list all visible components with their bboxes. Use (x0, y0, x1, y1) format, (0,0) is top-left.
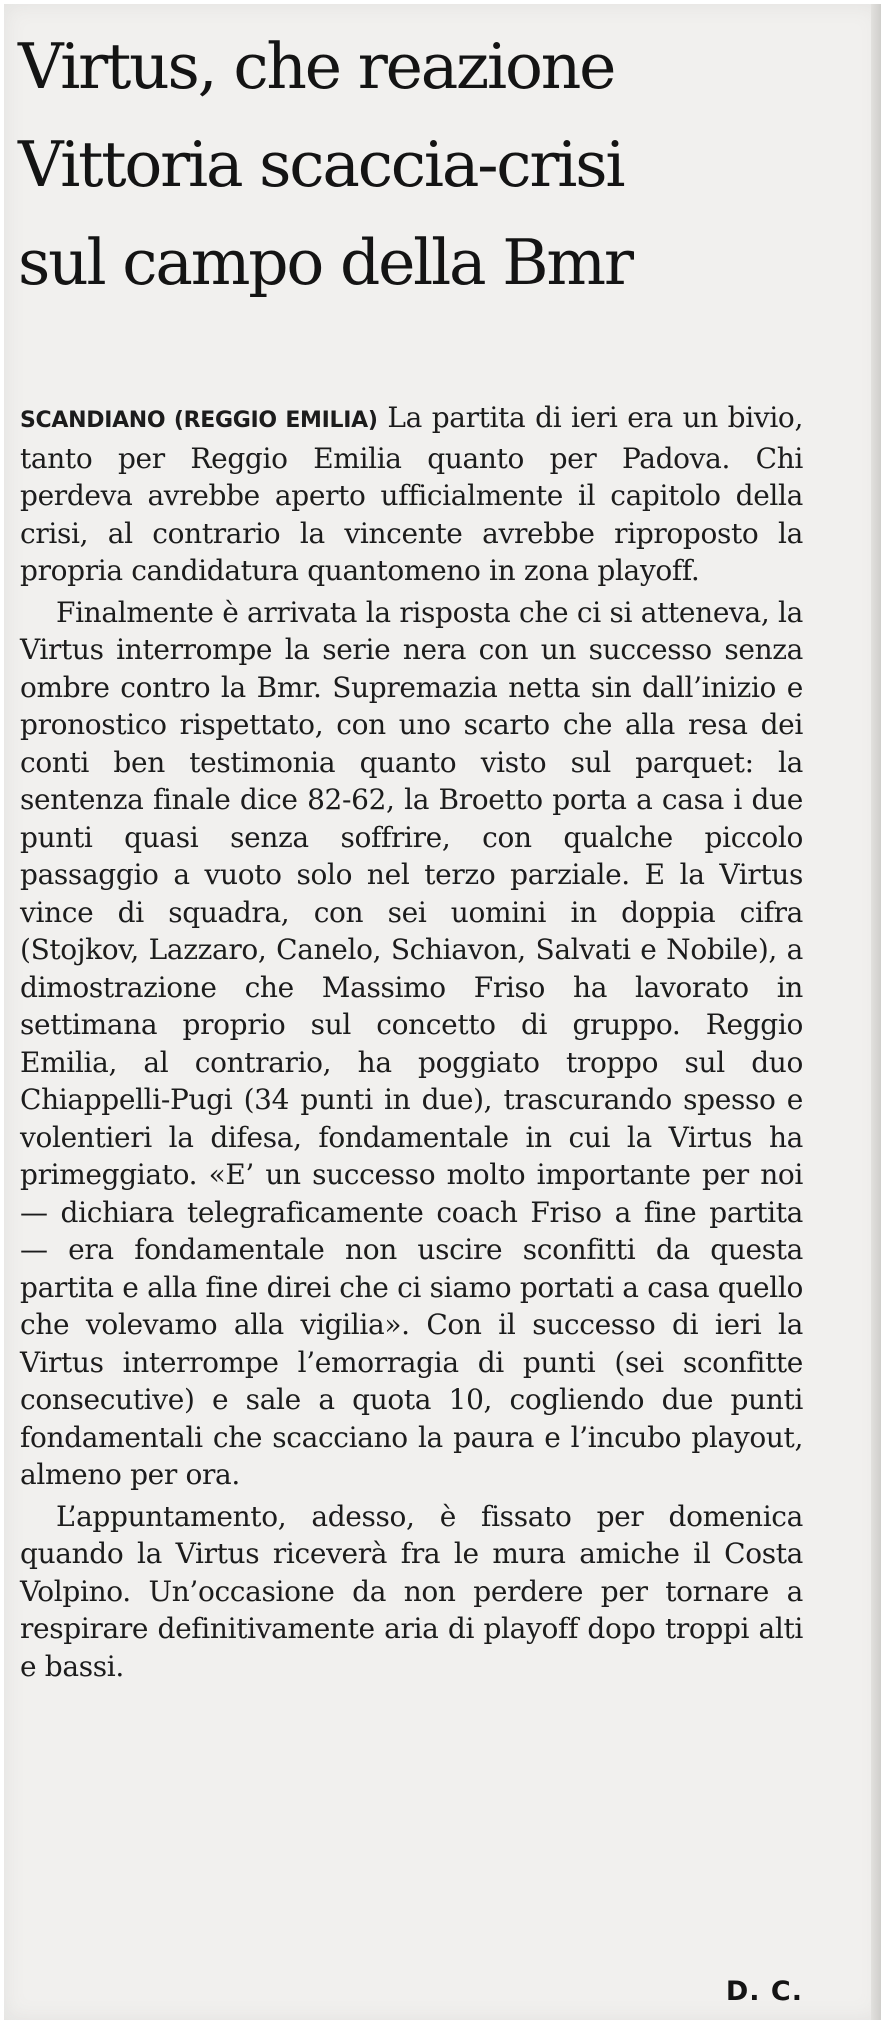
paragraph-3: L’appuntamento, adesso, è fissato per domenica quando la Virtus riceverà fra le mura amiche il Costa Volpino. Un’occasione da non perdere per tornare a respirare definitivamente aria di playoff dopo troppi alti e bassi. (20, 1499, 803, 1683)
dateline: SCANDIANO (REGGIO EMILIA) (20, 408, 378, 433)
scan-edge (871, 4, 881, 2020)
article-body (20, 399, 803, 1685)
author-signature: D. C. (725, 1976, 803, 2007)
newspaper-clipping (4, 4, 881, 2020)
paragraph-2: Finalmente è arrivata la risposta che ci si atteneva, la Virtus interrompe la serie nera con un successo senza ombre contro la Bmr. Supremazia netta sin dall’inizio e pronostico rispettato, con uno scarto che alla resa dei conti ben testimonia quanto visto sul parquet: la sentenza finale dice 82-62, la Broetto porta a casa i due punti quasi senza soffrire, con qualche piccolo passaggio a vuoto solo nel terzo parziale. E la Virtus vince di squadra, con sei uomini in doppia cifra (Stojkov, Lazzaro, Canelo, Schiavon, Salvati e Nobile), a dimostrazione che Massimo Friso ha lavorato in settimana proprio sul concetto di gruppo. Reggio Emilia, al contrario, ha poggiato troppo sul duo Chiappelli-Pugi (34 punti in due), trascurando spesso e volentieri la difesa, fondamentale in cui la Virtus ha primeggiato. «E’ un successo molto importante per noi — dichiara telegraficamente coach Friso a fine partita — era fondamentale non uscire sconfitti da questa partita e alla fine direi che ci siamo portati a casa quello che volevamo alla vigilia». Con il successo di ieri la Virtus interrompe l’emorragia di punti (sei sconfitte consecutive) e sale a quota 10, cogliendo due punti fondamentali che scacciano la paura e l’incubo playout, almeno per ora. (20, 595, 803, 1491)
headline-line-1: Virtus, che reazione (18, 30, 615, 103)
paragraph-1 (20, 399, 803, 590)
headline-line-2: Vittoria scaccia-crisi (18, 128, 624, 201)
headline-line-3: sul campo della Bmr (18, 226, 632, 299)
paragraph-1-text: La partita di ieri era un bivio, tanto per Reggio Emilia quanto per Padova. Chi perdeva avrebbe aperto ufficialmente il capitolo della crisi, al contrario la vincente avrebbe riproposto la propria candidatura quantomeno in zona playoff. (20, 401, 803, 587)
headline (18, 18, 868, 312)
